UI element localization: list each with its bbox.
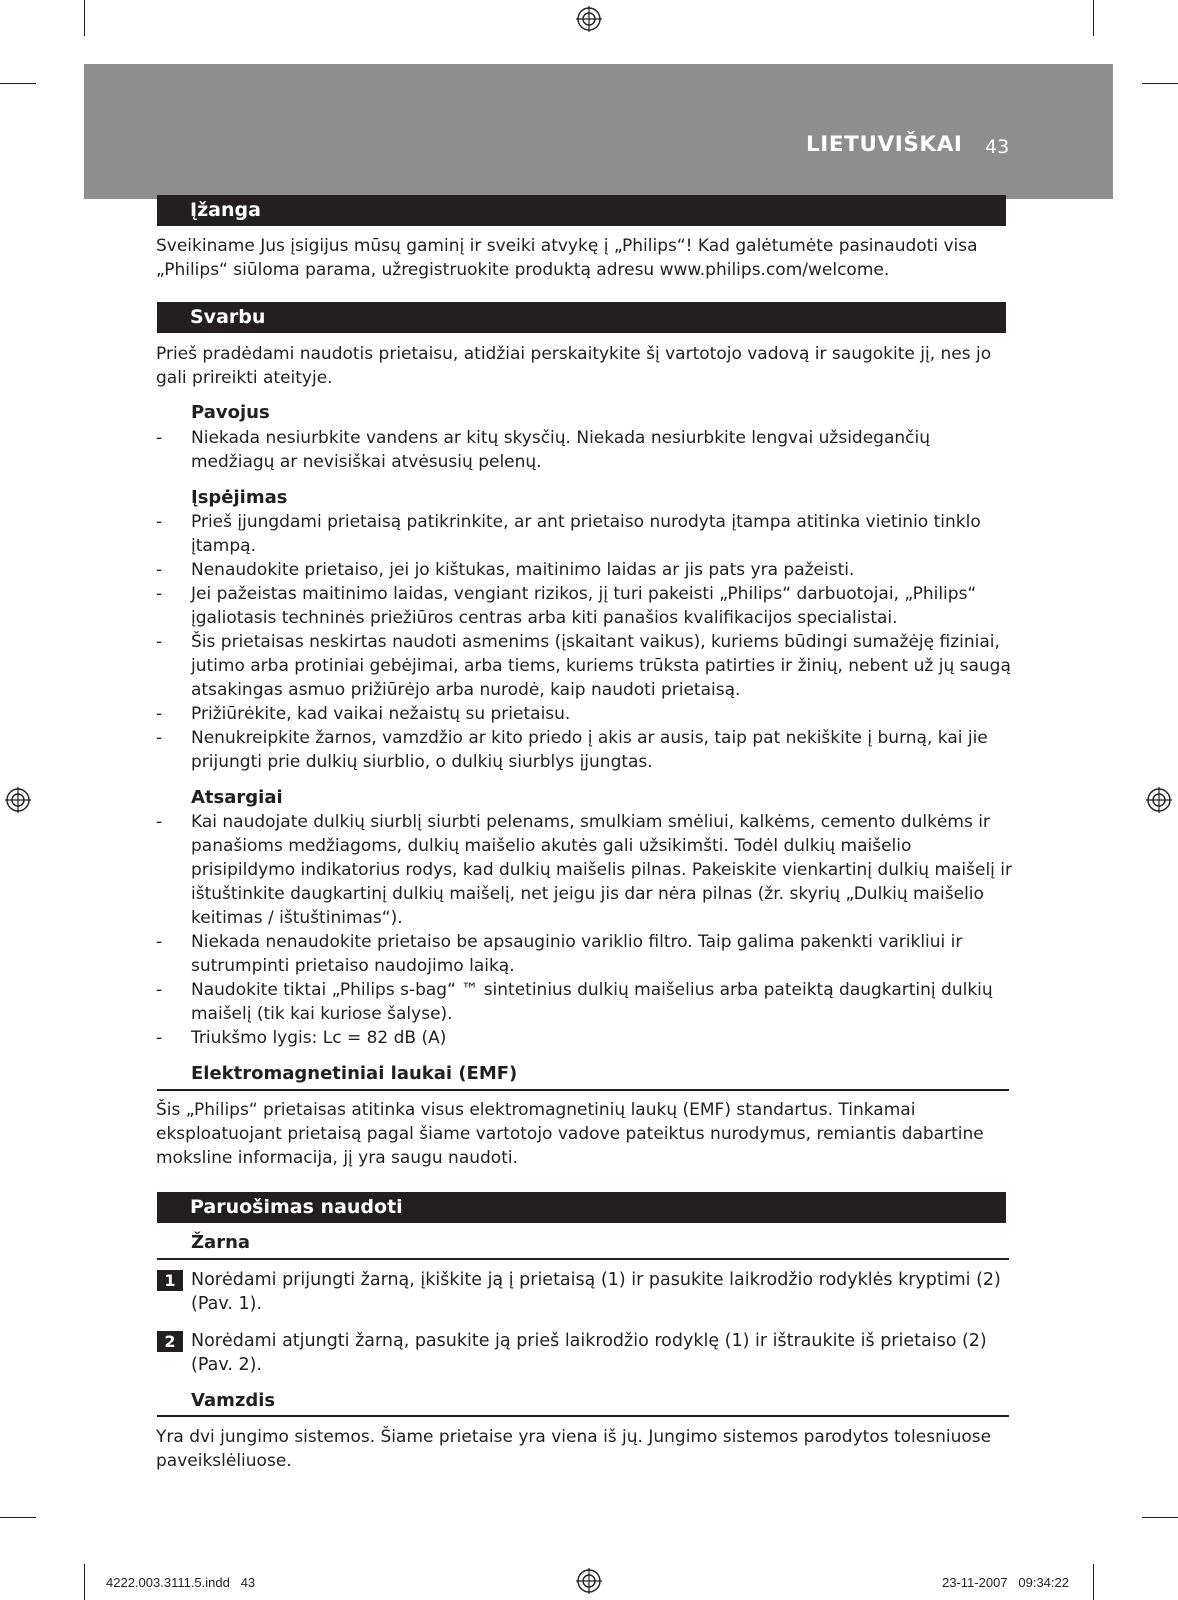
emf-heading: Elektromagnetiniai laukai (EMF) bbox=[191, 1063, 518, 1084]
list-item: Niekada nesiurbkite vandens ar kitų skysčių. Niekada nesiurbkite lengvai užsidegančių medžiagų ar nevisiškai atvėsusių pelenų. bbox=[191, 428, 931, 472]
bullet-dash: - bbox=[156, 932, 163, 952]
danger-heading: Pavojus bbox=[191, 402, 270, 423]
bullet-dash: - bbox=[156, 428, 163, 448]
bullet-dash: - bbox=[156, 512, 163, 532]
page-number: 43 bbox=[985, 136, 1010, 158]
bullet-dash: - bbox=[156, 812, 163, 832]
registration-mark-icon bbox=[5, 787, 31, 813]
bullet-dash: - bbox=[156, 584, 163, 604]
registration-mark-icon bbox=[576, 6, 602, 32]
crop-mark bbox=[84, 1564, 85, 1600]
warning-heading: Įspėjimas bbox=[191, 487, 288, 508]
footer-file-info: 4222.003.3111.5.indd 43 bbox=[106, 1575, 256, 1590]
crop-mark bbox=[1142, 83, 1178, 84]
tube-heading: Vamzdis bbox=[191, 1390, 276, 1411]
list-item: Naudokite tiktai „Philips s-bag“ ™ sintetinius dulkių maišelius arba pateiktą daugkartinį dulkių maišelį (tik kai kuriose šalyse). bbox=[191, 980, 993, 1024]
footer-timestamp: 23-11-2007 09:34:22 bbox=[942, 1575, 1069, 1590]
crop-mark bbox=[84, 0, 85, 36]
list-item: Nenaudokite prietaiso, jei jo kištukas, maitinimo laidas ar jis pats yra pažeisti. bbox=[191, 560, 855, 580]
heading-rule bbox=[157, 1415, 1009, 1417]
language-title: LIETUVIŠKAI bbox=[806, 132, 963, 157]
intro-text: Sveikiname Jus įsigijus mūsų gaminį ir sveiki atvykę į „Philips“! Kad galėtumėte pasinaudoti visa „Philips“ siūloma parama, užregistruokite produktą adresu www.philips.com/welcome. bbox=[156, 236, 978, 280]
step-number: 2 bbox=[157, 1331, 183, 1352]
bullet-dash: - bbox=[156, 980, 163, 1000]
heading-rule bbox=[157, 1258, 1009, 1260]
crop-mark bbox=[0, 83, 36, 84]
section-heading-intro: Įžanga bbox=[157, 195, 1006, 226]
crop-mark bbox=[1093, 1564, 1094, 1600]
list-item: Kai naudojate dulkių siurblį siurbti pelenams, smulkiam smėliui, kalkėms, cemento dulkėms ir panašioms medžiagoms, dulkių maišelio akutės gali užsikimšti. Todėl dulkių maišelio prisipildymo indikatorius rodys, kad dulkių maišelis pilnas. Pakeiskite vienkartinį dulkių maišelį ir ištuštinkite daugkartinį dulkių maišelį, net jeigu jis dar nėra pilnas (žr. skyrių „Dulkių maišelio keitimas / ištuštinimas“). bbox=[191, 812, 1013, 928]
list-item: Prižiūrėkite, kad vaikai nežaistų su prietaisu. bbox=[191, 704, 571, 724]
section-heading-important: Svarbu bbox=[157, 302, 1006, 333]
step-text: Norėdami prijungti žarną, įkiškite ją į prietaisą (1) ir pasukite laikrodžio rodyklės kryptimi (2) (Pav. 1). bbox=[191, 1270, 1001, 1314]
bullet-dash: - bbox=[156, 728, 163, 748]
bullet-dash: - bbox=[156, 632, 163, 652]
important-text: Prieš pradėdami naudotis prietaisu, atidžiai perskaitykite šį vartotojo vadovą ir saugokite jį, nes jo gali prireikti ateityje. bbox=[156, 344, 992, 388]
heading-rule bbox=[157, 1089, 1009, 1091]
registration-mark-icon bbox=[576, 1568, 602, 1594]
list-item: Nenukreipkite žarnos, vamzdžio ar kito priedo į akis ar ausis, taip pat nekiškite į burną, kai jie prijungti prie dulkių siurblio, o dulkių siurblys įjungtas. bbox=[191, 728, 988, 772]
list-item: Niekada nenaudokite prietaiso be apsauginio variklio filtro. Taip galima pakenkti varikliui ir sutrumpinti prietaiso naudojimo laiką. bbox=[191, 932, 963, 976]
list-item: Prieš įjungdami prietaisą patikrinkite, ar ant prietaiso nurodyta įtampa atitinka vietinio tinklo įtampą. bbox=[191, 512, 981, 556]
section-heading-preparing: Paruošimas naudoti bbox=[157, 1192, 1006, 1223]
caution-heading: Atsargiai bbox=[191, 787, 283, 808]
bullet-dash: - bbox=[156, 1028, 163, 1048]
emf-text: Šis „Philips“ prietaisas atitinka visus elektromagnetinių laukų (EMF) standartus. Tinkamai eksploatuojant prietaisą pagal šiame vartotojo vadove pateiktus nurodymus, remiantis dabartine moksline informacija, jį yra saugu naudoti. bbox=[156, 1100, 984, 1168]
registration-mark-icon bbox=[1146, 787, 1172, 813]
tube-text: Yra dvi jungimo sistemos. Šiame prietaise yra viena iš jų. Jungimo sistemos parodytos tolesniuose paveikslėliuose. bbox=[156, 1427, 992, 1471]
crop-mark bbox=[0, 1517, 36, 1518]
list-item: Šis prietaisas neskirtas naudoti asmenims (įskaitant vaikus), kuriems būdingi sumažėję fiziniai, jutimo arba protiniai gebėjimai, arba tiems, kuriems trūksta patirties ir žinių, nebent už jų saugą atsakingas asmuo prižiūrėjo arba nurodė, kaip naudoti prietaisą. bbox=[191, 632, 1011, 700]
crop-mark bbox=[1142, 1517, 1178, 1518]
list-item: Triukšmo lygis: Lc = 82 dB (A) bbox=[191, 1028, 447, 1048]
list-item: Jei pažeistas maitinimo laidas, vengiant rizikos, jį turi pakeisti „Philips“ darbuotojai, „Philips“ įgaliotasis techninės priežiūros centras arba kiti panašios kvalifikacijos specialistai. bbox=[191, 584, 977, 628]
hose-heading: Žarna bbox=[191, 1232, 251, 1253]
bullet-dash: - bbox=[156, 704, 163, 724]
bullet-dash: - bbox=[156, 560, 163, 580]
step-number: 1 bbox=[157, 1270, 183, 1291]
step-text: Norėdami atjungti žarną, pasukite ją prieš laikrodžio rodyklę (1) ir ištraukite iš prietaiso (2) (Pav. 2). bbox=[191, 1331, 987, 1375]
crop-mark bbox=[1093, 0, 1094, 36]
